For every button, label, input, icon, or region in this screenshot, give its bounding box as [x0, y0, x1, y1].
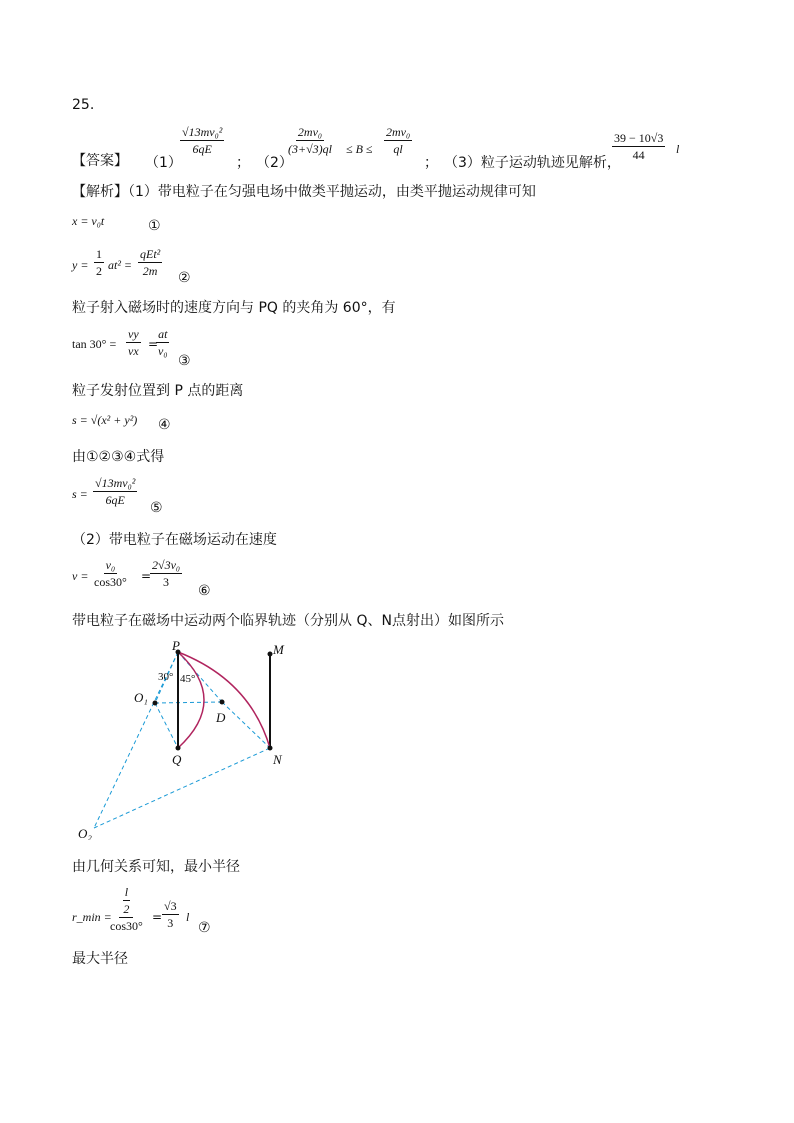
equation-6-number: ⑥	[198, 583, 211, 599]
answer-part2-label: （2）	[256, 155, 293, 171]
point-q	[176, 746, 181, 751]
equation-2-fraction-1-numerator: 1	[96, 247, 102, 261]
trajectory-diagram	[70, 640, 310, 840]
equation-6-fraction-2	[150, 557, 182, 590]
label-n: N	[273, 752, 282, 767]
equation-6-lhs: v =	[72, 569, 89, 583]
equation-3-fraction-1-numerator: vy	[128, 327, 139, 341]
label-d: D	[216, 710, 226, 725]
equation-1: x = v₀t	[72, 214, 105, 228]
angle-label-45: 45°	[180, 673, 196, 685]
equation-5-denominator: 6qE	[105, 493, 125, 507]
equation-6-fraction-1	[92, 557, 129, 590]
equation-7-fraction-2-denominator: 3	[167, 916, 174, 930]
text-min-radius-statement: 由几何关系可知，最小半径	[72, 859, 240, 875]
text-part2-statement: （2）带电粒子在磁场运动在速度	[72, 532, 277, 548]
equation-5-lhs: s =	[72, 487, 88, 501]
answer-part2-left-numerator: 2mv₀	[297, 125, 323, 139]
equation-7-numerator	[119, 884, 133, 918]
analysis-intro: 【解析】（1）带电粒子在匀强电场中做类平抛运动，由类平抛运动规律可知	[72, 184, 536, 200]
answer-part2-inequality: ≤ B ≤	[346, 142, 373, 156]
equation-3-equals: =	[148, 337, 159, 351]
label-o2: O₂	[78, 826, 92, 840]
equation-7-lhs: r_min =	[72, 910, 112, 924]
equation-7-number: ⑦	[198, 920, 211, 936]
text-figure-statement: 带电粒子在磁场中运动两个临界轨迹（分别从 Q、N点射出）如图所示	[72, 613, 504, 629]
equation-6-fraction-1-numerator: v₀	[105, 558, 116, 572]
equation-7-fraction	[108, 884, 145, 934]
equation-6-fraction-1-denominator: cos30°	[94, 575, 127, 589]
equation-7-denominator: cos30°	[110, 919, 143, 933]
answer-separator-2: ；	[424, 155, 438, 171]
point-n	[268, 746, 273, 751]
equation-2-fraction-2	[138, 246, 162, 279]
answer-part2-left-denominator: (3+√3)ql	[288, 142, 333, 156]
equation-2-lhs: y =	[72, 258, 89, 272]
equation-1-number: ①	[148, 218, 161, 234]
equation-2-fraction-2-denominator: 2m	[142, 264, 158, 278]
equation-3-number: ③	[178, 353, 191, 369]
angle-label-30: 30°	[158, 671, 174, 683]
equation-7-inner-denominator: 2	[123, 902, 130, 916]
answer-part2-right-numerator: 2mv₀	[386, 125, 411, 139]
equation-7-fraction-2-numerator: √3	[164, 899, 177, 913]
answer-label: 【答案】	[72, 153, 128, 169]
answer-part2-left-fraction	[286, 124, 334, 157]
equation-2-fraction-2-numerator: qEt²	[140, 247, 161, 261]
equation-3-lhs: tan 30° =	[72, 337, 117, 351]
equation-5-number: ⑤	[150, 500, 163, 516]
point-o1	[153, 701, 158, 706]
point-m	[268, 652, 273, 657]
equation-3-fraction-2	[156, 326, 170, 359]
answer-part3-numerator: 39 − 10√3	[614, 131, 664, 145]
answer-part1-label: （1）	[145, 155, 182, 171]
equation-3-fraction-1	[126, 326, 141, 359]
equation-2-fraction-1-denominator: 2	[96, 264, 102, 278]
equation-7-fraction-2	[162, 898, 179, 931]
label-q: Q	[172, 752, 182, 767]
equation-5-numerator: √13mv₀²	[95, 476, 136, 490]
problem-number: 25.	[72, 97, 95, 113]
equation-4: s = √(x² + y²)	[72, 413, 138, 427]
text-angle-statement: 粒子射入磁场时的速度方向与 PQ 的夹角为 60°，有	[72, 300, 396, 316]
trajectory-arc-to-q	[178, 652, 204, 748]
answer-part1-denominator: 6qE	[192, 142, 212, 156]
answer-separator-1: ；	[236, 155, 250, 171]
equation-6-fraction-2-denominator: 3	[163, 575, 170, 589]
label-o1: O₁	[134, 690, 148, 705]
equation-7-tail: l	[186, 910, 190, 924]
text-distance-statement: 粒子发射位置到 P 点的距离	[72, 383, 244, 399]
text-max-radius-statement: 最大半径	[72, 951, 128, 967]
label-m: M	[273, 642, 284, 657]
answer-part1-numerator: √13mv₀²	[182, 125, 223, 139]
answer-part3-fraction	[612, 130, 665, 163]
answer-part2-right-fraction	[384, 124, 412, 157]
text-combine-statement: 由①②③④式得	[72, 449, 165, 465]
equation-3-fraction-2-denominator: v₀	[158, 344, 168, 358]
answer-part3-denominator: 44	[632, 148, 645, 162]
equation-5-fraction	[93, 475, 137, 508]
equation-2-number: ②	[178, 270, 191, 286]
equation-7-inner-fraction	[121, 884, 131, 917]
answer-part1-fraction	[180, 124, 224, 157]
label-p: P	[172, 640, 180, 653]
equation-3-fraction-2-numerator: at	[158, 327, 168, 341]
equation-3-fraction-1-denominator: vx	[128, 344, 139, 358]
equation-7-equals: =	[152, 910, 163, 924]
equation-4-number: ④	[158, 417, 171, 433]
equation-6-equals: =	[141, 569, 152, 583]
equation-7-inner-numerator: l	[124, 885, 129, 899]
equation-6-fraction-2-numerator: 2√3v₀	[152, 558, 181, 572]
answer-part3-text: （3）粒子运动轨迹见解析，	[444, 155, 621, 171]
equation-2-middle: at² =	[108, 258, 133, 272]
answer-part2-right-denominator: ql	[393, 142, 403, 156]
answer-part3-tail: l	[676, 142, 680, 156]
equation-2-fraction-1	[94, 246, 104, 279]
point-d	[220, 700, 225, 705]
